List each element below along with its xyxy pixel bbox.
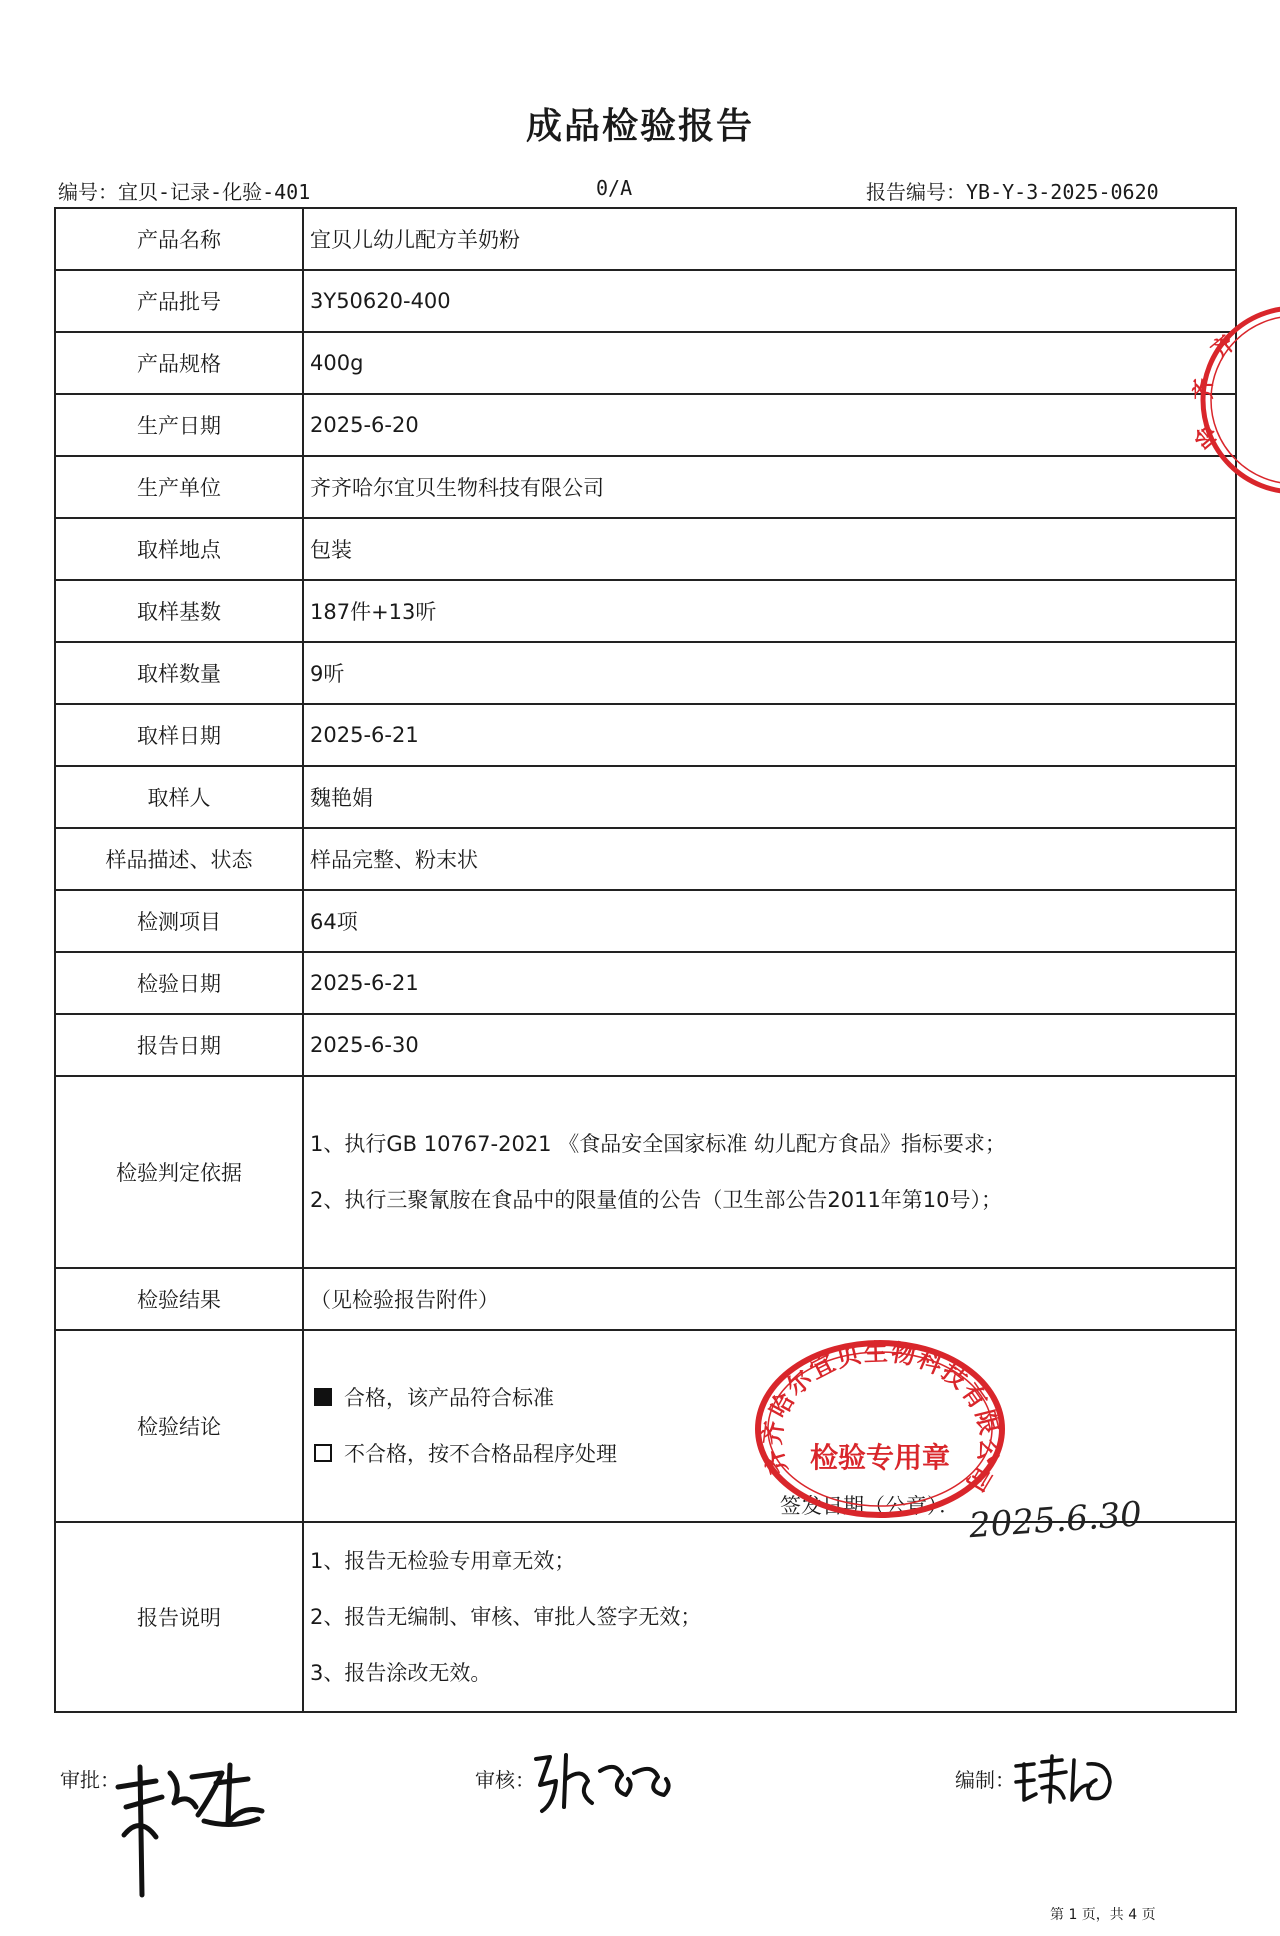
review-label: 审核： [475,1768,535,1792]
field-label: 取样基数 [55,580,303,642]
field-value: 400g [303,332,1236,394]
field-value: 样品完整、粉末状 [303,828,1236,890]
field-label: 检测项目 [55,890,303,952]
document-code: 编号：宜贝-记录-化验-401 [58,180,311,204]
field-label: 取样地点 [55,518,303,580]
field-label: 取样人 [55,766,303,828]
result-value: （见检验报告附件） [303,1268,1236,1330]
field-value: 2025-6-21 [303,704,1236,766]
note-item: 3、报告涂改无效。 [310,1661,492,1685]
field-value: 齐齐哈尔宜贝生物科技有限公司 [303,456,1236,518]
stamp-company-text: 齐齐哈尔宜贝生物科技有限公司 [757,1337,1005,1499]
table-row-result [55,1268,1236,1330]
field-label: 取样数量 [55,642,303,704]
table-row [55,952,1236,1014]
table-row [55,766,1236,828]
unchecked-box-icon [314,1444,332,1462]
stamp-purpose-text: 检验专用章 [809,1441,951,1474]
document-title: 成品检验报告 [525,106,754,147]
field-label: 检验判定依据 [55,1076,303,1268]
field-label: 生产日期 [55,394,303,456]
approver-signature [112,1745,272,1905]
document-version: 0/A [596,176,633,200]
table-row [55,394,1236,456]
table-row [55,890,1236,952]
pass-option-text: 合格，该产品符合标准 [344,1386,554,1410]
edge-stamp-image [1189,300,1280,500]
svg-text:哈: 哈 [1189,419,1224,453]
field-label: 检验结果 [55,1268,303,1330]
field-value: 魏艳娟 [303,766,1236,828]
field-label: 报告日期 [55,1014,303,1076]
basis-item: 1、执行GB 10767-2021 《食品安全国家标准 幼儿配方食品》指标要求； [310,1132,1006,1156]
table-row [55,704,1236,766]
table-row [55,456,1236,518]
field-value: 2025-6-20 [303,394,1236,456]
table-row [55,208,1236,270]
field-label: 生产单位 [55,456,303,518]
field-value: 64项 [303,890,1236,952]
handwritten-date-image [965,1492,1144,1552]
table-row [55,580,1236,642]
sign-date-label: 签发日期（公章）： [780,1494,959,1518]
checked-box-icon [314,1388,332,1406]
field-label: 样品描述、状态 [55,828,303,890]
table-row [55,642,1236,704]
basis-list [303,1076,1236,1268]
table-row [55,1014,1236,1076]
svg-text:齐: 齐 [1206,330,1240,365]
basis-item: 2、执行三聚氰胺在食品中的限量值的公告（卫生部公告2011年第10号）； [310,1188,1003,1212]
table-row [55,518,1236,580]
field-label: 产品批号 [55,270,303,332]
svg-text:齐: 齐 [1191,377,1217,400]
approve-label: 审批： [60,1768,120,1792]
prepare-label: 编制： [955,1768,1015,1792]
fail-option-text: 不合格，按不合格品程序处理 [344,1442,617,1466]
field-value: 187件+13听 [303,580,1236,642]
field-value: 3Y50620-400 [303,270,1236,332]
page-number: 第 1 页，共 4 页 [1050,1907,1156,1923]
table-row [55,828,1236,890]
field-value: 2025-6-30 [303,1014,1236,1076]
field-label: 取样日期 [55,704,303,766]
field-label: 检验结论 [55,1330,303,1522]
field-value: 宜贝儿幼儿配方羊奶粉 [303,208,1236,270]
report-table [54,207,1237,1713]
reviewer-signature [530,1745,690,1825]
field-value: 9听 [303,642,1236,704]
table-row [55,332,1236,394]
table-row [55,270,1236,332]
field-label: 检验日期 [55,952,303,1014]
field-label: 产品名称 [55,208,303,270]
svg-text:2025.6.30: 2025.6.30 [967,1494,1144,1547]
note-item: 1、报告无检验专用章无效； [310,1549,576,1573]
note-item: 2、报告无编制、审核、审批人签字无效； [310,1605,702,1629]
preparer-signature [1012,1752,1122,1812]
report-number: 报告编号：YB-Y-3-2025-0620 [866,180,1159,204]
field-label: 报告说明 [55,1522,303,1712]
field-value: 2025-6-21 [303,952,1236,1014]
field-label: 产品规格 [55,332,303,394]
table-row-basis [55,1076,1236,1268]
field-value: 包装 [303,518,1236,580]
